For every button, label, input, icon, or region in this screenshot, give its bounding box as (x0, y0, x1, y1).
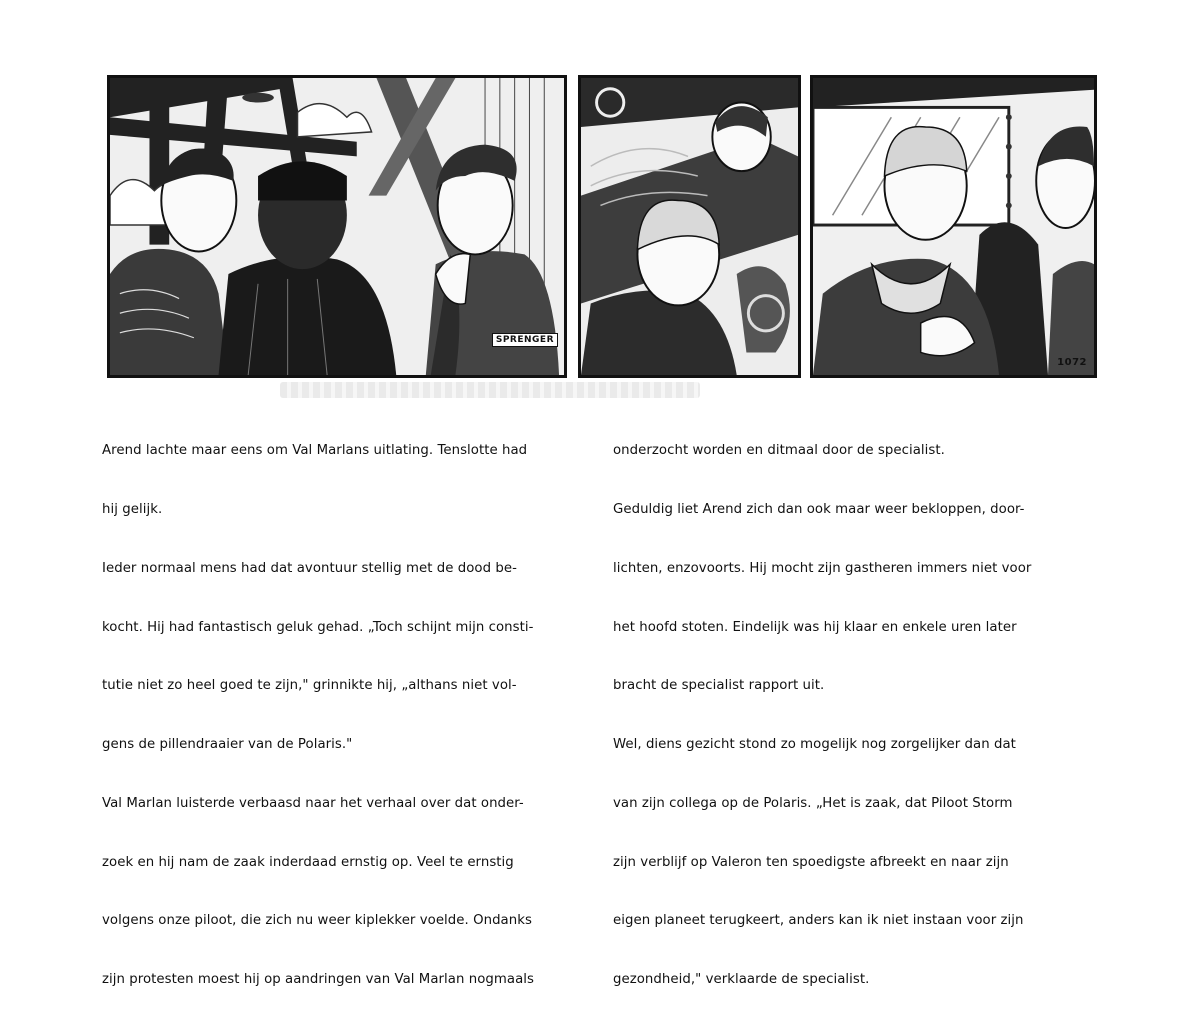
text-line: hij gelijk. (102, 501, 163, 517)
comic-panel-1 (107, 75, 567, 378)
text-line: Geduldig liet Arend zich dan ook maar weer bekloppen, door- (613, 501, 1025, 517)
artist-signature: SPRENGER (492, 333, 558, 347)
text-line: tutie niet zo heel goed te zijn," grinnikte hij, „althans niet vol- (102, 678, 517, 694)
text-line: volgens onze piloot, die zich nu weer kiplekker voelde. Ondanks (102, 913, 532, 929)
text-line: het hoofd stoten. Eindelijk was hij klaar en enkele uren later (613, 619, 1017, 635)
text-line: Val Marlan luisterde verbaasd naar het verhaal over dat onder- (102, 795, 524, 811)
panel-2-illustration (581, 78, 798, 375)
text-column-right (613, 402, 1103, 1009)
panel-3-illustration (813, 78, 1094, 375)
text-line: zoek en hij nam de zaak inderdaad ernstig op. Veel te ernstig (102, 854, 514, 870)
comic-panel-2 (578, 75, 801, 378)
comic-panel-3 (810, 75, 1097, 378)
text-line: Ieder normaal mens had dat avontuur stellig met de dood be- (102, 560, 517, 576)
text-line: gezondheid," verklaarde de specialist. (613, 972, 870, 988)
text-line: zijn protesten moest hij op aandringen van Val Marlan nogmaals (102, 972, 535, 988)
text-line: Arend lachte maar eens om Val Marlans uitlating. Tenslotte had (102, 443, 528, 459)
text-line: bracht de specialist rapport uit. (613, 678, 825, 694)
text-line: zijn verblijf op Valeron ten spoedigste afbreekt en naar zijn (613, 854, 1009, 870)
text-line: kocht. Hij had fantastisch geluk gehad. „Toch schijnt mijn consti- (102, 619, 534, 635)
panel-1-illustration (110, 78, 564, 375)
strip-number: 1072 (1057, 357, 1087, 368)
bleed-through-shadow (280, 382, 700, 398)
text-line: lichten, enzovoorts. Hij mocht zijn gastheren immers niet voor (613, 560, 1032, 576)
text-column-left (102, 402, 592, 1009)
text-line: gens de pillendraaier van de Polaris." (102, 737, 353, 753)
text-line: Wel, diens gezicht stond zo mogelijk nog zorgelijker dan dat (613, 737, 1016, 753)
text-line: onderzocht worden en ditmaal door de specialist. (613, 443, 945, 459)
text-line: eigen planeet terugkeert, anders kan ik niet instaan voor zijn (613, 913, 1024, 929)
text-line: van zijn collega op de Polaris. „Het is zaak, dat Piloot Storm (613, 795, 1013, 811)
